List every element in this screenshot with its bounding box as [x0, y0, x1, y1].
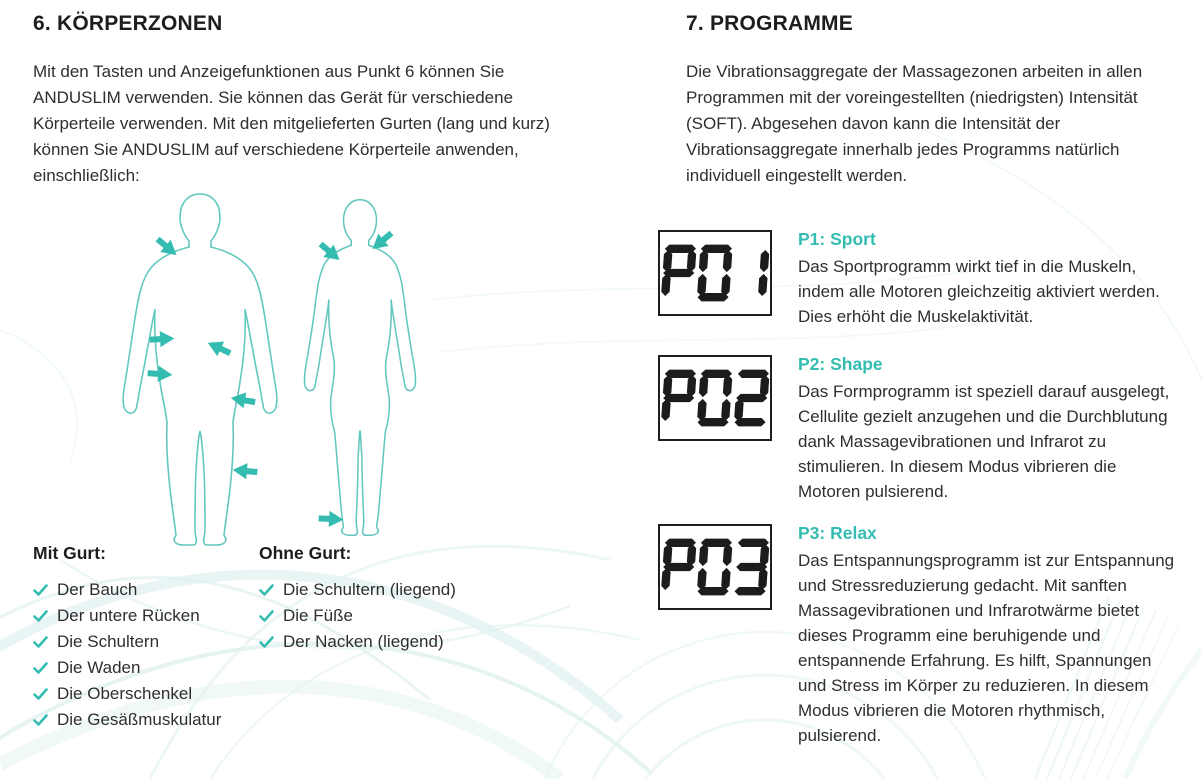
list-item — [33, 681, 248, 707]
section-programme — [686, 12, 1174, 189]
without-belt-title: Ohne Gurt: — [259, 543, 352, 563]
program-title: P1: Sport — [798, 229, 876, 249]
check-icon — [33, 688, 48, 701]
list-item-label: Der untere Rücken — [57, 606, 200, 625]
arrow-icon-shoulder-male — [152, 233, 181, 261]
program-description: Das Sportprogramm wirkt tief in die Muskeln, indem alle Motoren gleichzeitig aktiviert werden. Dies erhöht die Muskelaktivität. — [798, 257, 1160, 326]
koerperzonen-intro-text: Mit den Tasten und Anzeigefunktionen aus Punkt 6 können Sie ANDUSLIM verwenden. Sie können das Gerät für verschiedene Körperteile verwenden. Mit den mitgelieferten Gurten (lang und kurz) können Sie ANDUSLIM auf verschiedene Körperteile anwenden, einschließlich: — [33, 62, 550, 185]
arrow-icon-hand-male — [147, 365, 173, 383]
with-belt-title: Mit Gurt: — [33, 543, 106, 563]
female-silhouette — [304, 200, 415, 536]
program-title: P2: Shape — [798, 354, 883, 374]
program-description: Das Formprogramm ist speziell darauf ausgelegt, Cellulite gezielt anzugehen und die Durchblutung dank Massagevibrationen und Infrarot zu stimulieren. In diesem Modus vibrieren die Motoren pulsierend. — [798, 382, 1170, 501]
check-icon — [259, 584, 274, 597]
with-belt-list — [33, 577, 248, 733]
list-item-label: Die Füße — [283, 606, 353, 625]
programme-intro-text: Die Vibrationsaggregate der Massagezonen arbeiten in allen Programmen mit der voreingestellten (niedrigsten) Intensität (SOFT). Abgesehen davon kann die Intensität der Vibrationsaggregate innerhalb jedes Programms natürlich individuell eingestellt werden. — [686, 62, 1143, 185]
section-heading-programme: 7. PROGRAMME — [686, 12, 853, 35]
list-item — [33, 629, 248, 655]
check-icon — [33, 714, 48, 727]
program-row-p2 — [658, 352, 1180, 504]
seven-segment-digits — [660, 538, 771, 596]
list-item-label: Die Waden — [57, 658, 141, 677]
arrow-icon-foot-female — [318, 510, 344, 527]
list-item — [33, 603, 248, 629]
without-belt-list — [259, 577, 499, 655]
list-item — [259, 603, 499, 629]
list-item-label: Die Oberschenkel — [57, 684, 193, 703]
check-icon — [259, 610, 274, 623]
check-icon — [33, 610, 48, 623]
list-item-label: Die Gesäßmuskulatur — [57, 710, 222, 729]
arrow-icon-calf-male — [232, 462, 258, 480]
lcd-display-p01 — [658, 230, 772, 316]
section-koerperzonen — [33, 12, 559, 189]
seven-segment-digits — [660, 369, 771, 427]
program-text-p3 — [798, 521, 1180, 748]
lcd-display-p03 — [658, 524, 772, 610]
list-item-label: Die Schultern — [57, 632, 160, 651]
check-icon — [33, 662, 48, 675]
arrow-icon-thigh-male — [229, 390, 256, 410]
list-item — [259, 629, 499, 655]
program-row-p3 — [658, 521, 1180, 748]
list-item — [33, 577, 248, 603]
program-text-p2 — [798, 352, 1180, 504]
section-heading-koerperzonen: 6. KÖRPERZONEN — [33, 12, 223, 35]
list-item-label: Der Bauch — [57, 580, 138, 599]
without-belt-list-block — [259, 543, 499, 655]
lcd-display-p02 — [658, 355, 772, 441]
arrow-icon-left-shoulder-female — [315, 238, 344, 266]
arrow-icon-belly-male — [204, 335, 233, 360]
program-title: P3: Relax — [798, 523, 877, 543]
check-icon — [33, 584, 48, 597]
zone-arrows — [147, 227, 397, 528]
list-item — [33, 655, 248, 681]
with-belt-list-block — [33, 543, 248, 733]
list-item — [33, 707, 248, 733]
list-item-label: Der Nacken (liegend) — [283, 632, 444, 651]
program-row-p1 — [658, 227, 1180, 329]
seven-segment-digits — [660, 244, 771, 302]
arrow-icon-arm-male — [149, 330, 175, 347]
list-item-label: Die Schultern (liegend) — [283, 580, 456, 599]
check-icon — [33, 636, 48, 649]
body-zones-diagram — [120, 190, 540, 552]
male-silhouette — [123, 194, 277, 545]
program-description: Das Entspannungsprogramm ist zur Entspannung und Stressreduzierung gedacht. Mit sanften Massagevibrationen und Infrarotwärme bietet dieses Programm eine beruhigende und entspannende Erfahrung. Es hilft, Spannungen und Stress im Körper zu reduzieren. In diesem Modus vibrieren die Motoren rhythmisch, pulsierend. — [798, 551, 1175, 745]
check-icon — [259, 636, 274, 649]
program-text-p1 — [798, 227, 1180, 329]
list-item — [259, 577, 499, 603]
